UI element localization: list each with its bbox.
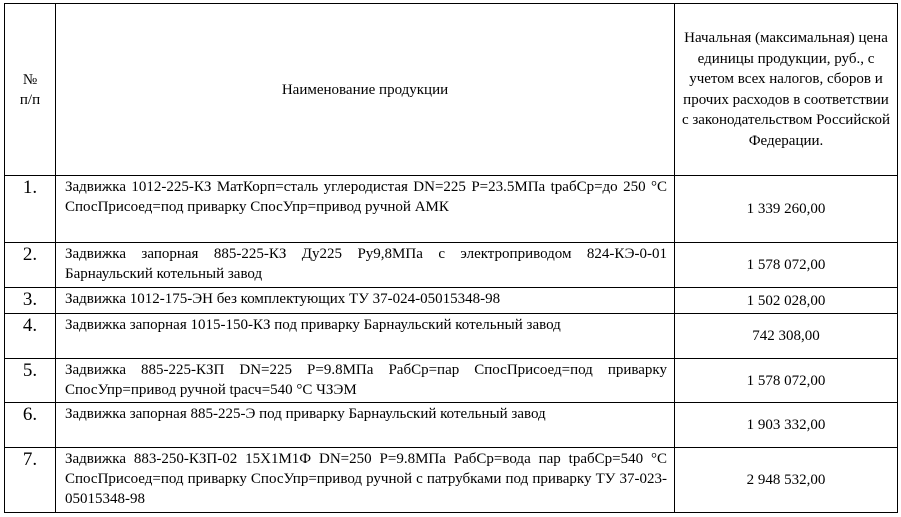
row-price: 1 578 072,00 — [675, 243, 898, 288]
row-price: 1 502 028,00 — [675, 288, 898, 314]
table-row — [5, 243, 898, 288]
row-product-name: Задвижка 1012-225-КЗ МатКорп=сталь углеродистая DN=225 P=23.5МПа tрабСр=до 250 °C СпосПрисоед=под приварку СпосУпр=привод ручной АМК — [56, 176, 675, 243]
table-row — [5, 403, 898, 448]
row-price: 2 948 532,00 — [675, 448, 898, 513]
row-number: 1. — [5, 176, 56, 243]
table-header-row — [5, 4, 898, 176]
row-product-name: Задвижка запорная 885-225-Э под приварку Барнаульский котельный завод — [56, 403, 675, 448]
row-price: 742 308,00 — [675, 314, 898, 359]
row-number: 2. — [5, 243, 56, 288]
row-product-name: Задвижка запорная 885-225-КЗ Ду225 Ру9,8МПа с электроприводом 824-КЭ-0-01 Барнаульский котельный завод — [56, 243, 675, 288]
row-product-name: Задвижка запорная 1015-150-КЗ под приварку Барнаульский котельный завод — [56, 314, 675, 359]
table-row — [5, 176, 898, 243]
row-price: 1 903 332,00 — [675, 403, 898, 448]
table-row — [5, 314, 898, 359]
row-price: 1 578 072,00 — [675, 359, 898, 403]
row-number: 5. — [5, 359, 56, 403]
row-product-name: Задвижка 883-250-КЗП-02 15Х1М1Ф DN=250 P=9.8МПа РабСр=вода пар tрабСр=540 °C СпосПрисоед=под приварку СпосУпр=привод ручной с патрубками под приварку ТУ 37-023-05015348-98 — [56, 448, 675, 513]
header-initial-price: Начальная (максимальная) цена единицы продукции, руб., с учетом всех налогов, сборов и прочих расходов в соответствии с законодательством Российской Федерации. — [675, 4, 898, 176]
table-row — [5, 288, 898, 314]
row-number: 6. — [5, 403, 56, 448]
row-number: 7. — [5, 448, 56, 513]
row-number: 3. — [5, 288, 56, 314]
row-product-name: Задвижка 1012-175-ЭН без комплектующих ТУ 37-024-05015348-98 — [56, 288, 675, 314]
header-number: № п/п — [5, 4, 56, 176]
header-product-name: Наименование продукции — [56, 4, 675, 176]
table-row — [5, 448, 898, 513]
row-price: 1 339 260,00 — [675, 176, 898, 243]
product-price-table — [4, 3, 898, 513]
table-row — [5, 359, 898, 403]
row-product-name: Задвижка 885-225-КЗП DN=225 P=9.8МПа РабСр=пар СпосПрисоед=под приварку СпосУпр=привод ручной tрасч=540 °C ЧЗЭМ — [56, 359, 675, 403]
row-number: 4. — [5, 314, 56, 359]
